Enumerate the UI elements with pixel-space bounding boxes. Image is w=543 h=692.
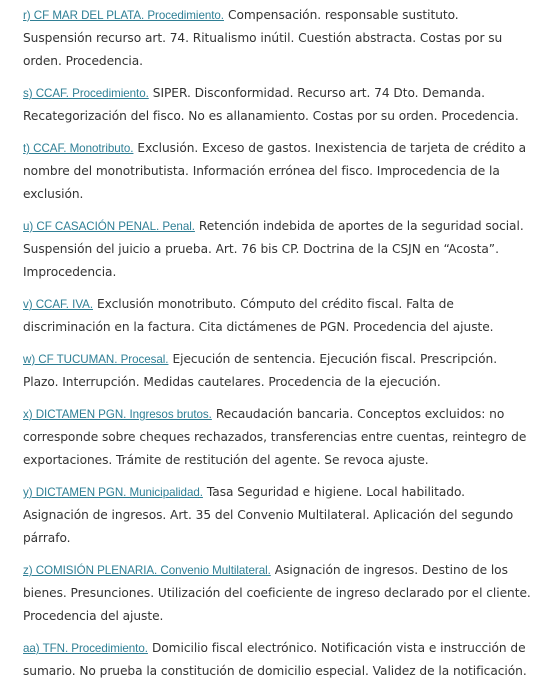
- case-link-v[interactable]: v) CCAF. IVA.: [23, 298, 93, 311]
- case-entry-y: [23, 481, 531, 550]
- case-summary-aa: Domicilio fiscal electrónico. Notificación vista e instrucción de sumario. No prueba la constitución de domicilio especial. Validez de la notificación.: [23, 641, 527, 678]
- case-link-r[interactable]: r) CF MAR DEL PLATA. Procedimiento.: [23, 9, 224, 22]
- case-entry-t: [23, 137, 531, 206]
- case-summary-z: Asignación de ingresos. Destino de los bienes. Presunciones. Utilización del coeficiente de ingreso declarado por el cliente. Procedencia del ajuste.: [23, 563, 531, 623]
- case-link-w[interactable]: w) CF TUCUMAN. Procesal.: [23, 353, 169, 366]
- case-entry-z: [23, 559, 531, 628]
- case-entry-r: [23, 4, 531, 73]
- case-link-z[interactable]: z) COMISIÓN PLENARIA. Convenio Multilateral.: [23, 564, 271, 577]
- case-summary-t: Exclusión. Exceso de gastos. Inexistencia de tarjeta de crédito a nombre del monotributista. Información errónea del fisco. Improcedencia de la exclusión.: [23, 141, 527, 201]
- case-link-u[interactable]: u) CF CASACIÓN PENAL. Penal.: [23, 220, 195, 233]
- case-summary-r: Compensación. responsable sustituto. Suspensión recurso art. 74. Ritualismo inútil. Cuestión abstracta. Costas por su orden. Procedencia.: [23, 8, 503, 68]
- case-summary-v: Exclusión monotributo. Cómputo del crédito fiscal. Falta de discriminación en la factura. Cita dictámenes de PGN. Procedencia del ajuste.: [23, 297, 494, 334]
- case-entry-w: [23, 348, 531, 394]
- case-summary-list: [23, 4, 531, 692]
- case-entry-s: [23, 82, 531, 128]
- case-summary-u: Retención indebida de aportes de la seguridad social. Suspensión del juicio a prueba. Art. 76 bis CP. Doctrina de la CSJN en “Acosta”. Improcedencia.: [23, 219, 524, 279]
- case-summary-w: Ejecución de sentencia. Ejecución fiscal. Prescripción. Plazo. Interrupción. Medidas cautelares. Procedencia de la ejecución.: [23, 352, 498, 389]
- case-link-t[interactable]: t) CCAF. Monotributo.: [23, 142, 134, 155]
- case-entry-u: [23, 215, 531, 284]
- case-entry-x: [23, 403, 531, 472]
- case-entry-v: [23, 293, 531, 339]
- case-entry-aa: [23, 637, 531, 683]
- case-summary-x: Recaudación bancaria. Conceptos excluidos: no corresponde sobre cheques rechazados, transferencias entre cuentas, reintegro de exportaciones. Trámite de restitución del agente. Se revoca ajuste.: [23, 407, 527, 467]
- case-link-x[interactable]: x) DICTAMEN PGN. Ingresos brutos.: [23, 408, 212, 421]
- case-link-y[interactable]: y) DICTAMEN PGN. Municipalidad.: [23, 486, 203, 499]
- case-summary-s: SIPER. Disconformidad. Recurso art. 74 Dto. Demanda. Recategorización del fisco. No es allanamiento. Costas por su orden. Procedencia.: [23, 86, 519, 123]
- case-summary-y: Tasa Seguridad e higiene. Local habilitado. Asignación de ingresos. Art. 35 del Convenio Multilateral. Aplicación del segundo párrafo.: [23, 485, 514, 545]
- case-link-aa[interactable]: aa) TFN. Procedimiento.: [23, 642, 148, 655]
- case-link-s[interactable]: s) CCAF. Procedimiento.: [23, 87, 149, 100]
